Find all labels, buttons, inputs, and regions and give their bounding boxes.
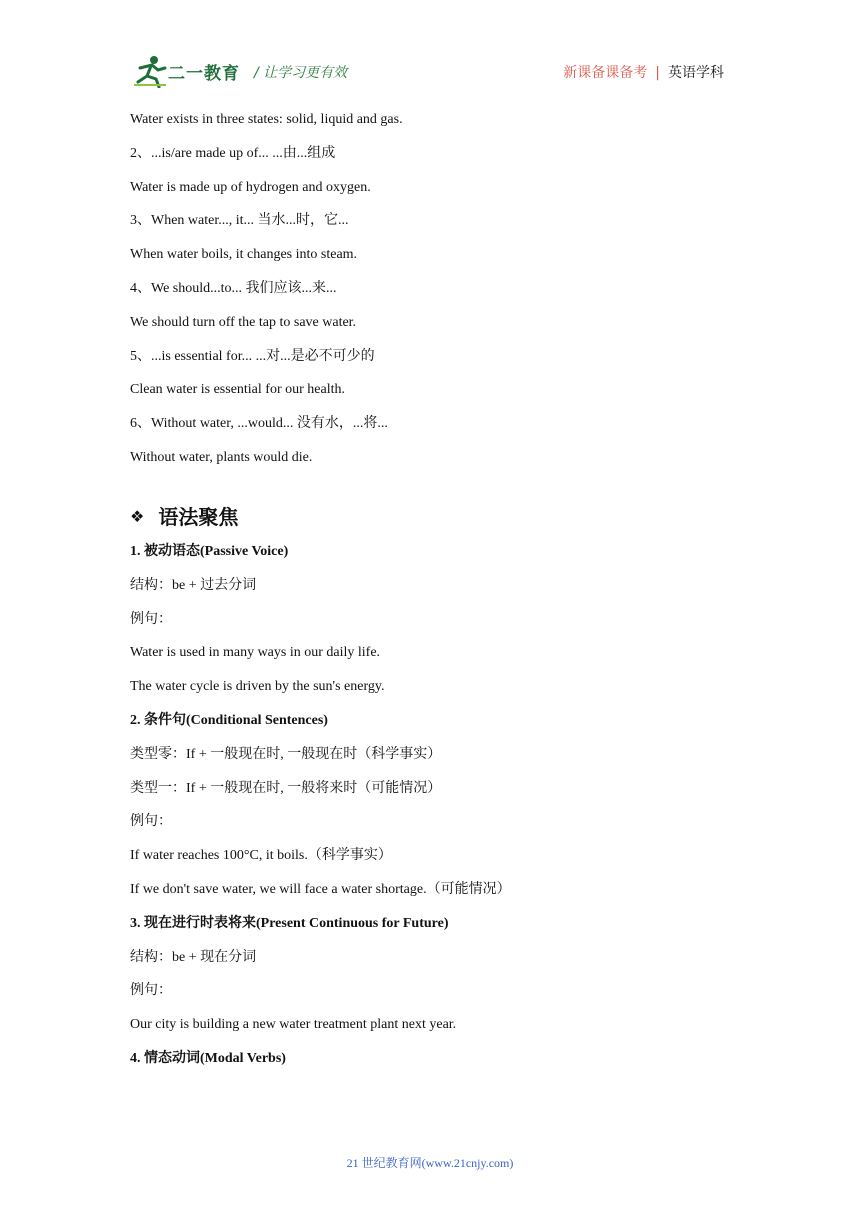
grammar-heading: 4. 情态动词(Modal Verbs): [130, 1050, 286, 1066]
sentence: 2、...is/are made up of... ...由...组成: [130, 145, 336, 161]
sentence: 3、When water..., it... 当水...时，它...: [130, 213, 349, 229]
grammar-line: The water cycle is driven by the sun's energy.: [130, 679, 385, 695]
logo-text: 二一教育: [168, 64, 240, 84]
document-body: [130, 110, 730, 1069]
grammar-heading: 3. 现在进行时表将来(Present Continuous for Future): [130, 915, 449, 931]
grammar-line: Our city is building a new water treatment plant next year.: [130, 1017, 457, 1033]
sentence: When water boils, it changes into steam.: [130, 247, 358, 263]
sentence: 4、We should...to... 我们应该...来...: [130, 280, 337, 296]
runner-logo-icon: [132, 54, 168, 88]
logo: [132, 54, 240, 90]
sentence: Without water, plants would die.: [130, 449, 313, 465]
grammar-heading: 1. 被动语态(Passive Voice): [130, 543, 289, 559]
header-right: [563, 62, 724, 82]
grammar-line: 结构：be + 现在分词: [130, 949, 257, 965]
grammar-line: 例句：: [130, 983, 172, 999]
section-title: 语法聚焦: [158, 504, 239, 529]
header-label: 新课备课备考: [563, 65, 648, 81]
header-separator: |: [655, 65, 660, 81]
grammar-line: If we don't save water, we will face a water shortage.（可能情况）: [130, 881, 511, 897]
subject-label: 英语学科: [668, 65, 724, 81]
grammar-line: 类型零：If + 一般现在时, 一般现在时（科学事实）: [130, 746, 442, 762]
sentence: 6、Without water, ...would... 没有水，...将...: [130, 416, 388, 432]
slogan: / 让学习更有效: [254, 65, 348, 81]
grammar-line: 类型一：If + 一般现在时, 一般将来时（可能情况）: [130, 780, 442, 796]
grammar-line: If water reaches 100°C, it boils.（科学事实）: [130, 848, 392, 864]
sentence: Water is made up of hydrogen and oxygen.: [130, 179, 371, 195]
page-header: [0, 0, 860, 110]
section-heading: [130, 502, 730, 532]
grammar-line: 例句：: [130, 814, 172, 830]
page-footer: 21 世纪教育网(www.21cnjy.com): [346, 1156, 514, 1170]
sentence: Water exists in three states: solid, liquid and gas.: [130, 112, 403, 127]
sentence: Clean water is essential for our health.: [130, 382, 345, 398]
grammar-line: Water is used in many ways in our daily life.: [130, 645, 381, 661]
sentence: We should turn off the tap to save water.: [130, 314, 357, 330]
grammar-line: 结构：be + 过去分词: [130, 577, 257, 593]
grammar-heading: 2. 条件句(Conditional Sentences): [130, 712, 328, 728]
grammar-line: 例句：: [130, 611, 172, 627]
diamond-bullet-icon: ❖: [130, 506, 145, 526]
sentence: 5、...is essential for... ...对...是必不可少的: [130, 348, 375, 364]
